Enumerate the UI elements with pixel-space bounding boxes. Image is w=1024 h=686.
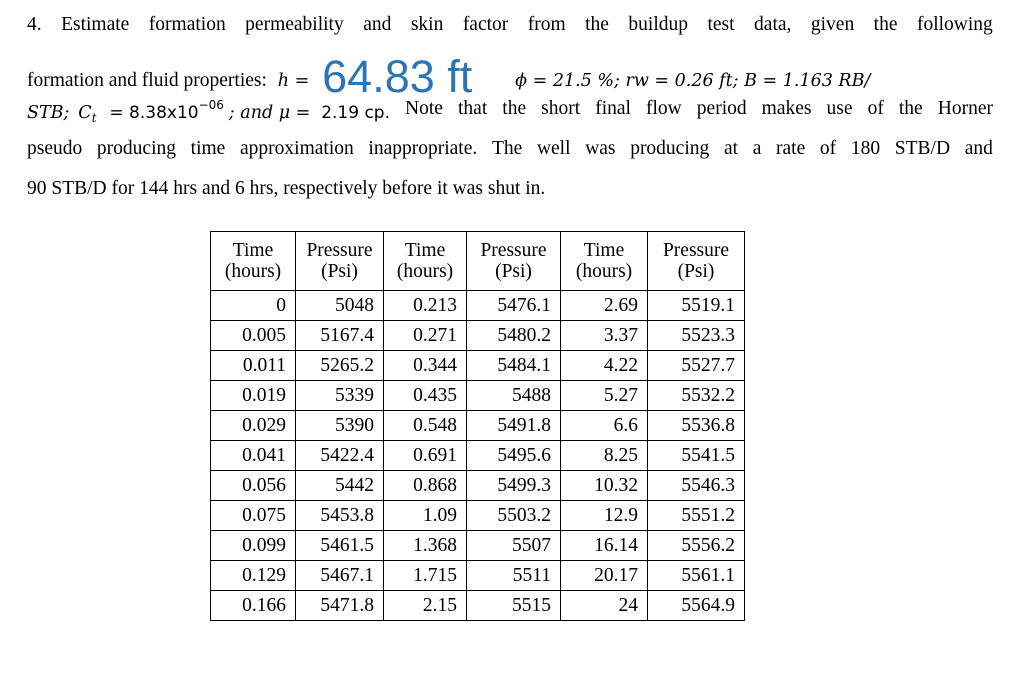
table-cell: 0.213: [384, 291, 467, 321]
column-header: [384, 232, 467, 291]
line1-word: 4.: [27, 14, 42, 35]
line3-word: makes: [761, 98, 812, 119]
table-cell: 5442: [296, 471, 384, 501]
ct-mantissa: = 8.38x10: [109, 103, 199, 123]
column-header: [648, 232, 745, 291]
table-row: [211, 471, 745, 501]
properties-line2: ϕ = 21.5 %; rw = 0.26 ft; B = 1.163 RB/: [515, 71, 871, 91]
table-cell: 5390: [296, 411, 384, 441]
table-cell: 5499.3: [467, 471, 561, 501]
table-cell: 5546.3: [648, 471, 745, 501]
table-cell: 5.27: [561, 381, 648, 411]
table-cell: 5491.8: [467, 411, 561, 441]
line3-word: Note: [405, 98, 443, 119]
table-cell: 5532.2: [648, 381, 745, 411]
table-header-row: [211, 232, 745, 291]
table-cell: 5467.1: [296, 561, 384, 591]
line1-word: data,: [754, 14, 792, 35]
column-header-name: Time: [404, 240, 446, 261]
table-cell: 0.011: [211, 351, 296, 381]
table-cell: 5495.6: [467, 441, 561, 471]
table-cell: 3.37: [561, 321, 648, 351]
table-cell: 5551.2: [648, 501, 745, 531]
line4-word: producing: [96, 138, 176, 159]
ct-exponent: −06: [198, 98, 224, 112]
table-row: [211, 531, 745, 561]
line4-word: was: [585, 138, 616, 159]
line4-word: pseudo: [27, 138, 83, 159]
table-cell: 5541.5: [648, 441, 745, 471]
compressibility-symbol: [78, 103, 96, 123]
buildup-data-table: [210, 231, 745, 621]
table-cell: 5484.1: [467, 351, 561, 381]
line3-word: period: [696, 98, 747, 119]
table-cell: 5556.2: [648, 531, 745, 561]
table-cell: 5536.8: [648, 411, 745, 441]
table-cell: 0.271: [384, 321, 467, 351]
table-cell: 5461.5: [296, 531, 384, 561]
table-cell: 5519.1: [648, 291, 745, 321]
table-cell: 5561.1: [648, 561, 745, 591]
table-cell: 0.075: [211, 501, 296, 531]
table-row: [211, 411, 745, 441]
table-row: [211, 561, 745, 591]
line4-word: a: [752, 138, 762, 159]
table-cell: 1.09: [384, 501, 467, 531]
line1-word: and: [363, 14, 392, 35]
line3-word: short: [541, 98, 581, 119]
table-cell: 0.005: [211, 321, 296, 351]
table-row: [211, 321, 745, 351]
table-cell: 0.099: [211, 531, 296, 561]
table-cell: 1.368: [384, 531, 467, 561]
column-header-unit: (hours): [224, 261, 282, 282]
table-cell: 5511: [467, 561, 561, 591]
table-cell: 0.029: [211, 411, 296, 441]
column-header-name: Pressure: [662, 240, 730, 261]
column-header-unit: (Psi): [495, 261, 532, 282]
column-header: [467, 232, 561, 291]
column-header-name: Time: [232, 240, 274, 261]
line1-word: the: [585, 14, 609, 35]
table-cell: 0.344: [384, 351, 467, 381]
table-cell: 0.056: [211, 471, 296, 501]
table-cell: 5480.2: [467, 321, 561, 351]
problem-line-3: [27, 98, 993, 125]
table-cell: 0.435: [384, 381, 467, 411]
line4-word: of: [819, 138, 837, 159]
table-row: [211, 501, 745, 531]
thickness-value: 64.83 ft: [322, 51, 473, 102]
table-cell: 6.6: [561, 411, 648, 441]
table-cell: 10.32: [561, 471, 648, 501]
table-cell: 5527.7: [648, 351, 745, 381]
table-cell: 5507: [467, 531, 561, 561]
compressibility-value: [109, 98, 224, 123]
line4-word: and: [964, 138, 993, 159]
line1-word: formation: [148, 14, 226, 35]
line3-word: the: [898, 98, 923, 119]
table-cell: 1.715: [384, 561, 467, 591]
column-header-name: Pressure: [306, 240, 373, 261]
column-header: [211, 232, 296, 291]
line1-word: factor: [462, 14, 509, 35]
line3-math: [27, 98, 390, 125]
table-cell: 5339: [296, 381, 384, 411]
ct-letter: C: [78, 103, 92, 123]
line1-word: Estimate: [61, 14, 130, 35]
table-cell: 24: [561, 591, 648, 621]
problem-line-2: [27, 48, 993, 102]
line4-word: The: [491, 138, 523, 159]
table-row: [211, 351, 745, 381]
table-row: [211, 441, 745, 471]
table-cell: 0.868: [384, 471, 467, 501]
table-cell: 8.25: [561, 441, 648, 471]
table-cell: 0.019: [211, 381, 296, 411]
line2-prefix: formation and fluid properties:: [27, 70, 267, 91]
line1-word: from: [527, 14, 566, 35]
table-cell: 0: [211, 291, 296, 321]
line3-word: use: [826, 98, 853, 119]
table-cell: 5488: [467, 381, 561, 411]
column-header: [561, 232, 648, 291]
table-cell: 0.129: [211, 561, 296, 591]
table-cell: 0.691: [384, 441, 467, 471]
table-cell: 5422.4: [296, 441, 384, 471]
problem-line-5: 90 STB/D for 144 hrs and 6 hrs, respectively before it was shut in.: [27, 178, 546, 199]
line1-word: permeability: [245, 14, 344, 35]
table-cell: 5453.8: [296, 501, 384, 531]
problem-line-4: [27, 138, 993, 160]
table-cell: 5515: [467, 591, 561, 621]
table-cell: 0.548: [384, 411, 467, 441]
table-row: [211, 381, 745, 411]
column-header-unit: (hours): [396, 261, 454, 282]
and-mu: ; and μ =: [228, 103, 311, 123]
table-body: [211, 291, 745, 621]
line3-word: final: [595, 98, 631, 119]
line4-word: well: [536, 138, 571, 159]
line4-word: 180: [850, 138, 881, 159]
table-cell: 16.14: [561, 531, 648, 561]
stb-unit: STB;: [27, 103, 70, 123]
table-cell: 20.17: [561, 561, 648, 591]
table-cell: 5471.8: [296, 591, 384, 621]
line1-word: skin: [410, 14, 444, 35]
problem-line-1: [27, 14, 993, 36]
column-header-unit: (Psi): [321, 261, 358, 282]
line1-word: following: [916, 14, 993, 35]
table-cell: 5523.3: [648, 321, 745, 351]
line3-word: flow: [646, 98, 682, 119]
line4-word: time: [190, 138, 226, 159]
line1-word: given: [810, 14, 855, 35]
column-header: [296, 232, 384, 291]
table-row: [211, 291, 745, 321]
line4-word: inappropriate.: [368, 138, 478, 159]
line3-word: the: [502, 98, 527, 119]
table-cell: 2.15: [384, 591, 467, 621]
table-cell: 0.041: [211, 441, 296, 471]
table-cell: 5503.2: [467, 501, 561, 531]
line4-word: approximation: [240, 138, 354, 159]
table-cell: 5167.4: [296, 321, 384, 351]
line3-word: that: [458, 98, 488, 119]
table-cell: 12.9: [561, 501, 648, 531]
table-cell: 4.22: [561, 351, 648, 381]
ct-subscript: t: [91, 111, 97, 125]
thickness-symbol: h =: [277, 71, 310, 91]
line4-word: producing: [630, 138, 710, 159]
column-header-name: Pressure: [480, 240, 547, 261]
column-header-name: Time: [583, 240, 625, 261]
column-header-unit: (hours): [575, 261, 633, 282]
table-cell: 5265.2: [296, 351, 384, 381]
table-cell: 0.166: [211, 591, 296, 621]
table-cell: 5476.1: [467, 291, 561, 321]
table-cell: 2.69: [561, 291, 648, 321]
table-cell: 5564.9: [648, 591, 745, 621]
line1-word: the: [873, 14, 898, 35]
viscosity-value: 2.19 cp.: [321, 103, 390, 123]
line4-word: rate: [776, 138, 806, 159]
line4-word: STB/D: [894, 138, 951, 159]
line3-word: of: [867, 98, 884, 119]
table-row: [211, 591, 745, 621]
line3-word: Horner: [937, 98, 993, 119]
line1-word: buildup: [628, 14, 689, 35]
line4-word: at: [723, 138, 739, 159]
table-cell: 5048: [296, 291, 384, 321]
column-header-unit: (Psi): [677, 261, 715, 282]
line1-word: test: [707, 14, 735, 35]
